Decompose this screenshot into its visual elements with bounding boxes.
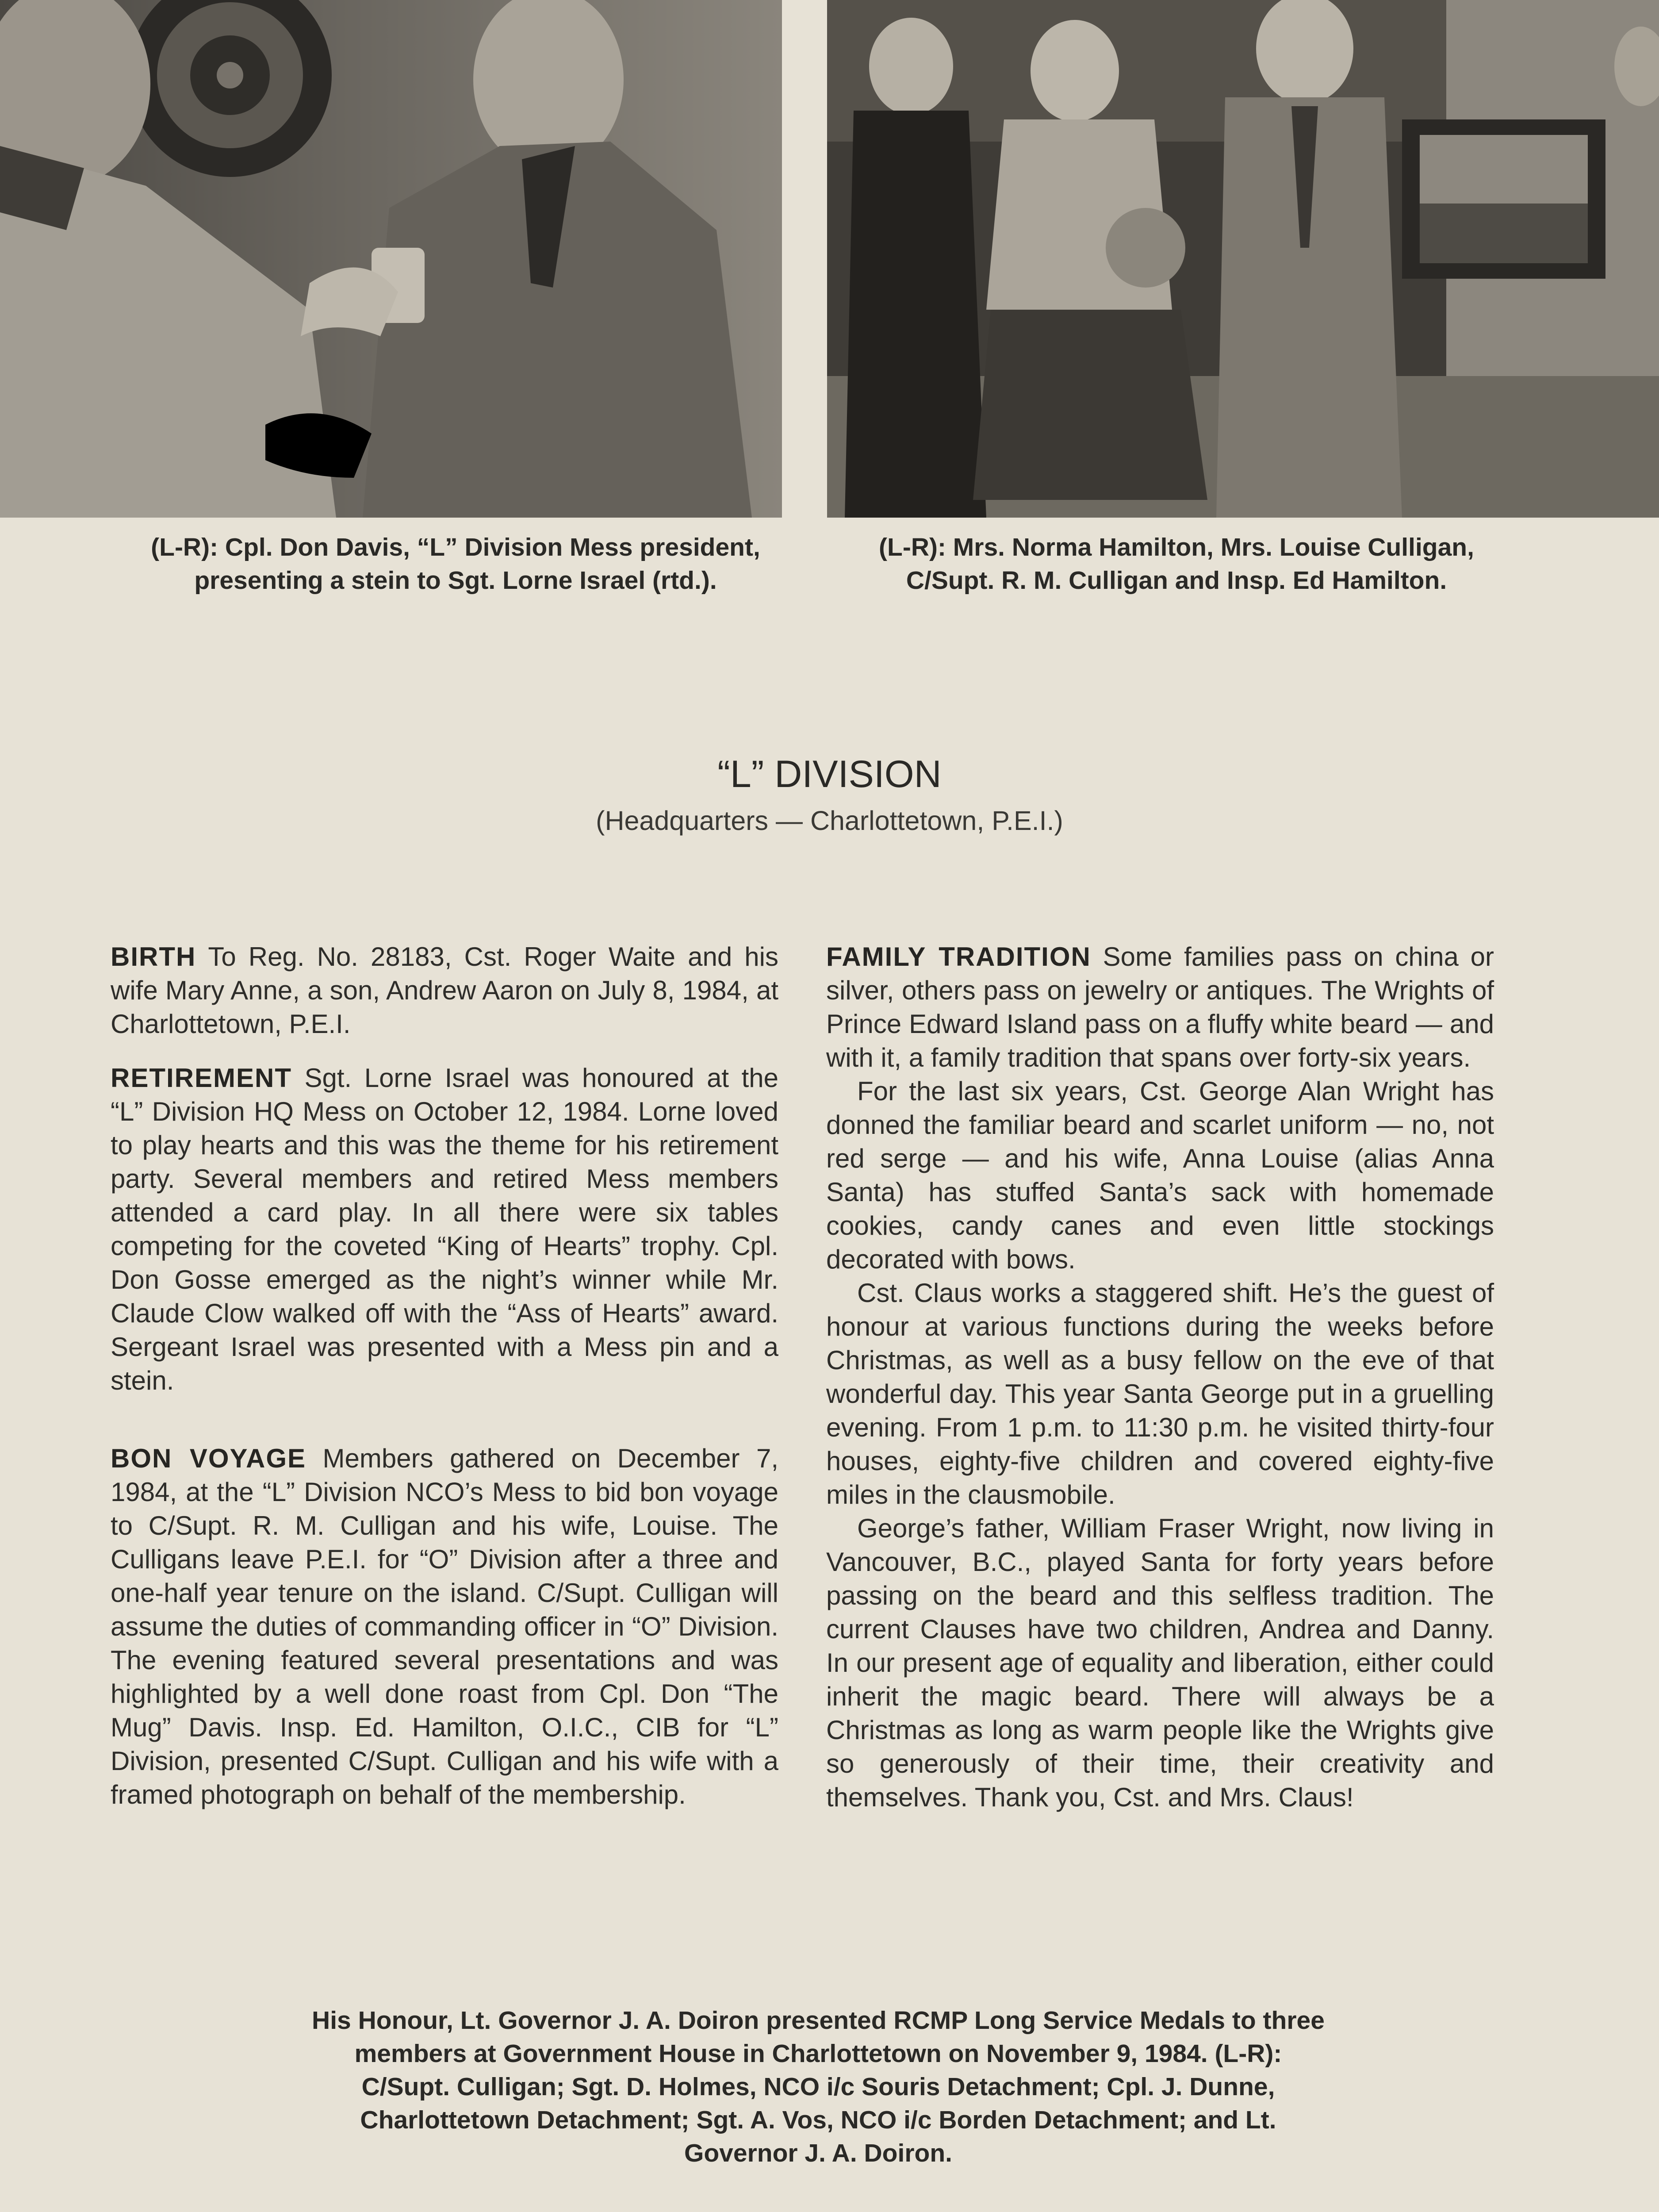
section-title: “L” DIVISION	[717, 753, 942, 795]
photo-caption-stein: (L-R): Cpl. Don Davis, “L” Division Mess president, presenting a stein to Sgt. Lorne Israel (rtd.).	[151, 533, 760, 595]
heading-bon-voyage: BON VOYAGE	[111, 1444, 307, 1473]
photo-hamilton-culligan-image	[827, 0, 1659, 518]
article-family-tradition	[826, 940, 1494, 1075]
section-subtitle: (Headquarters — Charlottetown, P.E.I.)	[596, 806, 1063, 836]
photo-caption-medals: His Honour, Lt. Governor J. A. Doiron presented RCMP Long Service Medals to three members at Government House in Charlottetown on November 9, 1984. (L-R): C/Supt. Culligan; Sgt. D. Holmes, NCO i/c Souris Detachment; Cpl. J. Dunne, Charlottetown Detachment; Sgt. A. Vos, NCO i/c Borden Detachment; and Lt. Governor J. A. Doiron.	[312, 2006, 1325, 2167]
heading-retirement: RETIREMENT	[111, 1063, 292, 1093]
article-birth	[111, 940, 778, 1041]
article-bon-voyage	[111, 1442, 778, 1812]
body-family-tradition-p3: Cst. Claus works a staggered shift. He’s the guest of honour at various functions during the weeks before Christmas, as well as a busy fellow on the eve of that wonderful day. This year Santa George put in a gruelling evening. From 1 p.m. to 11:30 p.m. he visited thirty-four houses, eighty-five children and covered eighty-five miles in the clausmobile.	[826, 1278, 1494, 1509]
body-bon-voyage: Members gathered on December 7, 1984, at the “L” Division NCO’s Mess to bid bon voyage to C/Supt. R. M. Culligan and his wife, Louise. The Culligans leave P.E.I. for “O” Division after a three and one-half year tenure on the island. C/Supt. Culligan will assume the duties of commanding officer in “O” Division. The evening featured several presentations and was highlighted by a well done roast from Cpl. Don “The Mug” Davis. Insp. Ed. Hamilton, O.I.C., CIB for “L” Division, presented C/Supt. Culligan and his wife with a framed photograph on behalf of the membership.	[111, 1444, 778, 1809]
body-family-tradition-p2: For the last six years, Cst. George Alan Wright has donned the familiar beard and scarlet uniform — no, not red serge — and his wife, Anna Louise (alias Anna Santa) has stuffed Santa’s sack with homemade cookies, candy canes and even little stockings decorated with bows.	[826, 1076, 1494, 1274]
body-retirement: Sgt. Lorne Israel was honoured at the “L” Division HQ Mess on October 12, 1984. Lorne loved to play hearts and this was the theme for his retirement party. Several members and retired Mess members attended a card play. In all there were six tables competing for the coveted “King of Hearts” trophy. Cpl. Don Gosse emerged as the night’s winner while Mr. Claude Clow walked off with the “Ass of Hearts” award. Sergeant Israel was presented with a Mess pin and a stein.	[111, 1063, 778, 1395]
heading-birth: BIRTH	[111, 942, 196, 972]
photo-stein-presentation	[0, 0, 782, 518]
photo-caption-hamilton: (L-R): Mrs. Norma Hamilton, Mrs. Louise Culligan, C/Supt. R. M. Culligan and Insp. Ed Hamilton.	[879, 533, 1474, 595]
right-column	[826, 940, 1494, 1814]
photo-hamilton-culligan	[827, 0, 1659, 518]
article-retirement	[111, 1061, 778, 1398]
body-birth: To Reg. No. 28183, Cst. Roger Waite and his wife Mary Anne, a son, Andrew Aaron on July 8, 1984, at Charlottetown, P.E.I.	[111, 942, 778, 1039]
photo-stein-presentation-image	[0, 0, 782, 518]
heading-family-tradition: FAMILY TRADITION	[826, 942, 1091, 972]
left-column	[111, 940, 778, 1812]
body-family-tradition-p4: George’s father, William Fraser Wright, now living in Vancouver, B.C., played Santa for forty years before passing on the beard and this selfless tradition. The current Clauses have two children, Andrea and Danny. In our present age of equality and liberation, either could inherit the magic beard. There will always be a Christmas as long as warm people like the Wrights give so generously of their time, their creativity and themselves. Thank you, Cst. and Mrs. Claus!	[826, 1513, 1494, 1812]
body-family-tradition-p1: Some families pass on china or silver, others pass on jewelry or antiques. The Wrights of Prince Edward Island pass on a fluffy white beard — and with it, a family tradition that spans over forty-six years.	[826, 942, 1494, 1072]
